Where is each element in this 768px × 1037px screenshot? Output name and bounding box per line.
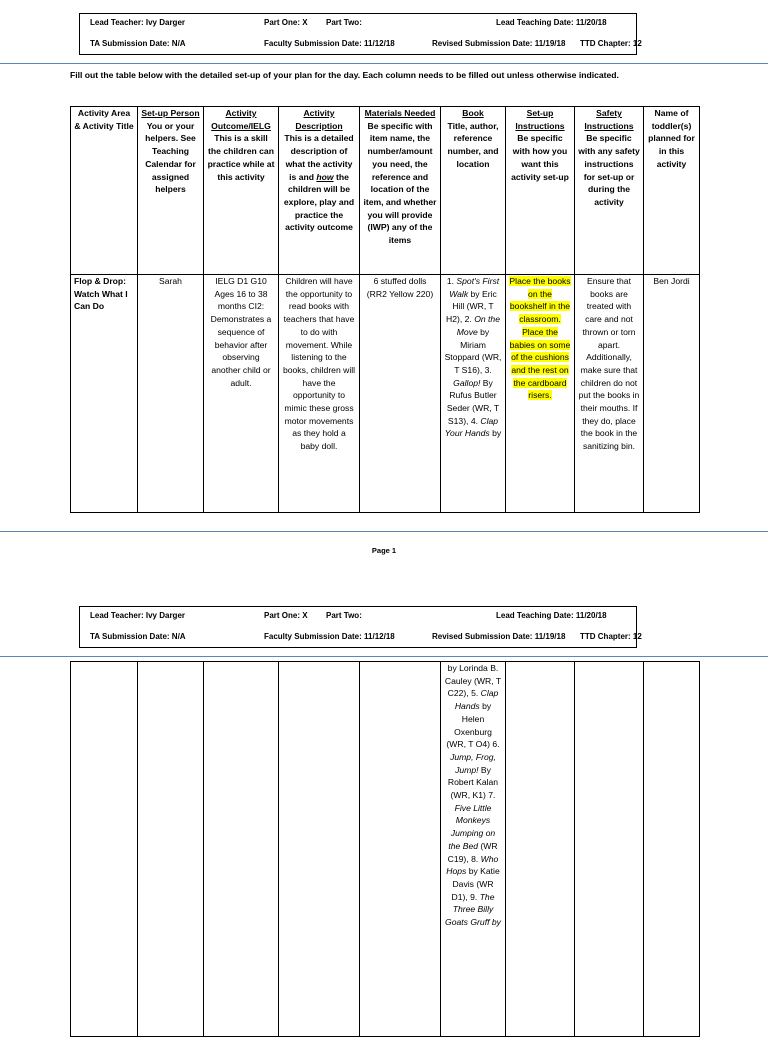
part-one: Part One: X — [264, 18, 308, 27]
cell-setup-person: Sarah — [138, 275, 204, 513]
cell-materials-cont — [360, 662, 441, 1037]
ta-submission-date: TA Submission Date: N/A — [90, 632, 186, 641]
table-header-row — [71, 107, 700, 275]
plan-table — [70, 106, 700, 513]
col-setup-person-header: Set-up Person You or your helpers. See Teaching Calendar for assigned helpers — [138, 107, 204, 275]
col-materials-header: Materials Needed Be specific with item name, the number/amount you need, the reference and location of the item, and whether you will provide (IWP) any of the items — [360, 107, 441, 275]
lead-teacher: Lead Teacher: Ivy Darger — [90, 611, 186, 620]
cell-outcome: IELG D1 G10 Ages 16 to 38 months CI2: Demonstrates a sequence of behavior after observing another child or adult. — [204, 275, 279, 513]
cell-area-cont — [71, 662, 138, 1037]
part-two: Part Two: — [326, 611, 362, 620]
col-outcome-header: Activity Outcome/IELG This is a skill the children can practice while at this activity — [204, 107, 279, 275]
cell-setup-instructions: Place the books on the bookshelf in the classroom. Place the babies on some of the cushions and the rest on the cardboard risers. — [506, 275, 575, 513]
ta-submission-date: TA Submission Date: N/A — [90, 39, 186, 48]
col-toddlers-header: Name of toddler(s) planned for in this activity — [644, 107, 700, 275]
header-divider — [0, 63, 768, 64]
cell-book: 1. Spot's First Walk by Eric Hill (WR, T H2), 2. On the Move by Miriam Stoppard (WR, T S16), 3. Gallop! By Rufus Butler Seder (WR, T S13), 4. Clap Your Hands by — [441, 275, 506, 513]
col-book-header: Book Title, author, reference number, and location — [441, 107, 506, 275]
header-divider-2 — [0, 656, 768, 657]
col-setup-instructions-header: Set-up Instructions Be specific with how you want this activity set-up — [506, 107, 575, 275]
page-number: Page 1 — [371, 546, 397, 555]
table-row — [71, 275, 700, 513]
cell-setup-instructions-cont — [506, 662, 575, 1037]
lead-teacher: Lead Teacher: Ivy Darger — [90, 18, 186, 27]
part-two: Part Two: — [326, 18, 362, 27]
ttd-chapter: TTD Chapter: 12 — [580, 632, 642, 641]
page-footer-divider — [0, 531, 768, 532]
cell-description-cont — [279, 662, 360, 1037]
revised-submission-date: Revised Submission Date: 11/19/18 — [432, 39, 566, 48]
lead-teaching-date: Lead Teaching Date: 11/20/18 — [496, 611, 607, 620]
cell-safety: Ensure that books are treated with care and not thrown or torn apart. Additionally, make sure that children do not put the books in their mouths. If they do, place the book in the sanitizing bin. — [575, 275, 644, 513]
table-row — [71, 662, 700, 1037]
col-safety-header: Safety Instructions Be specific with any safety instructions for set-up or during the activity — [575, 107, 644, 275]
cell-area: Flop & Drop: Watch What I Can Do — [71, 275, 138, 513]
cell-materials: 6 stuffed dolls (RR2 Yellow 220) — [360, 275, 441, 513]
revised-submission-date: Revised Submission Date: 11/19/18 — [432, 632, 566, 641]
cell-book-cont: by Lorinda B. Cauley (WR, T C22), 5. Clap Hands by Helen Oxenburg (WR, T O4) 6. Jump, Frog, Jump! By Robert Kalan (WR, K1) 7. Five Little Monkeys Jumping on the Bed (WR C19), 8. Who Hops by Katie Davis (WR D1), 9. The Three Billy Goats Gruff by — [441, 662, 506, 1037]
plan-table-continued — [70, 661, 700, 1037]
instructions: Fill out the table below with the detailed set-up of your plan for the day. Each column needs to be filled out unless otherwise indicated. — [70, 70, 619, 80]
cell-toddlers-cont — [644, 662, 700, 1037]
cell-safety-cont — [575, 662, 644, 1037]
part-one: Part One: X — [264, 611, 308, 620]
col-area-header: Activity Area & Activity Title — [71, 107, 138, 275]
page-header-2 — [79, 606, 642, 648]
page-header — [79, 13, 642, 55]
cell-toddlers: Ben Jordi — [644, 275, 700, 513]
cell-outcome-cont — [204, 662, 279, 1037]
cell-description: Children will have the opportunity to read books with teachers that have to do with movement. While listening to the books, children will have the opportunity to mimic these gross motor movements as they hold a baby doll. — [279, 275, 360, 513]
faculty-submission-date: Faculty Submission Date: 11/12/18 — [264, 632, 395, 641]
lead-teaching-date: Lead Teaching Date: 11/20/18 — [496, 18, 607, 27]
col-description-header: Activity Description This is a detailed description of what the activity is and how the children will be explore, play and practice the activity outcome — [279, 107, 360, 275]
cell-setup-person-cont — [138, 662, 204, 1037]
faculty-submission-date: Faculty Submission Date: 11/12/18 — [264, 39, 395, 48]
ttd-chapter: TTD Chapter: 12 — [580, 39, 642, 48]
